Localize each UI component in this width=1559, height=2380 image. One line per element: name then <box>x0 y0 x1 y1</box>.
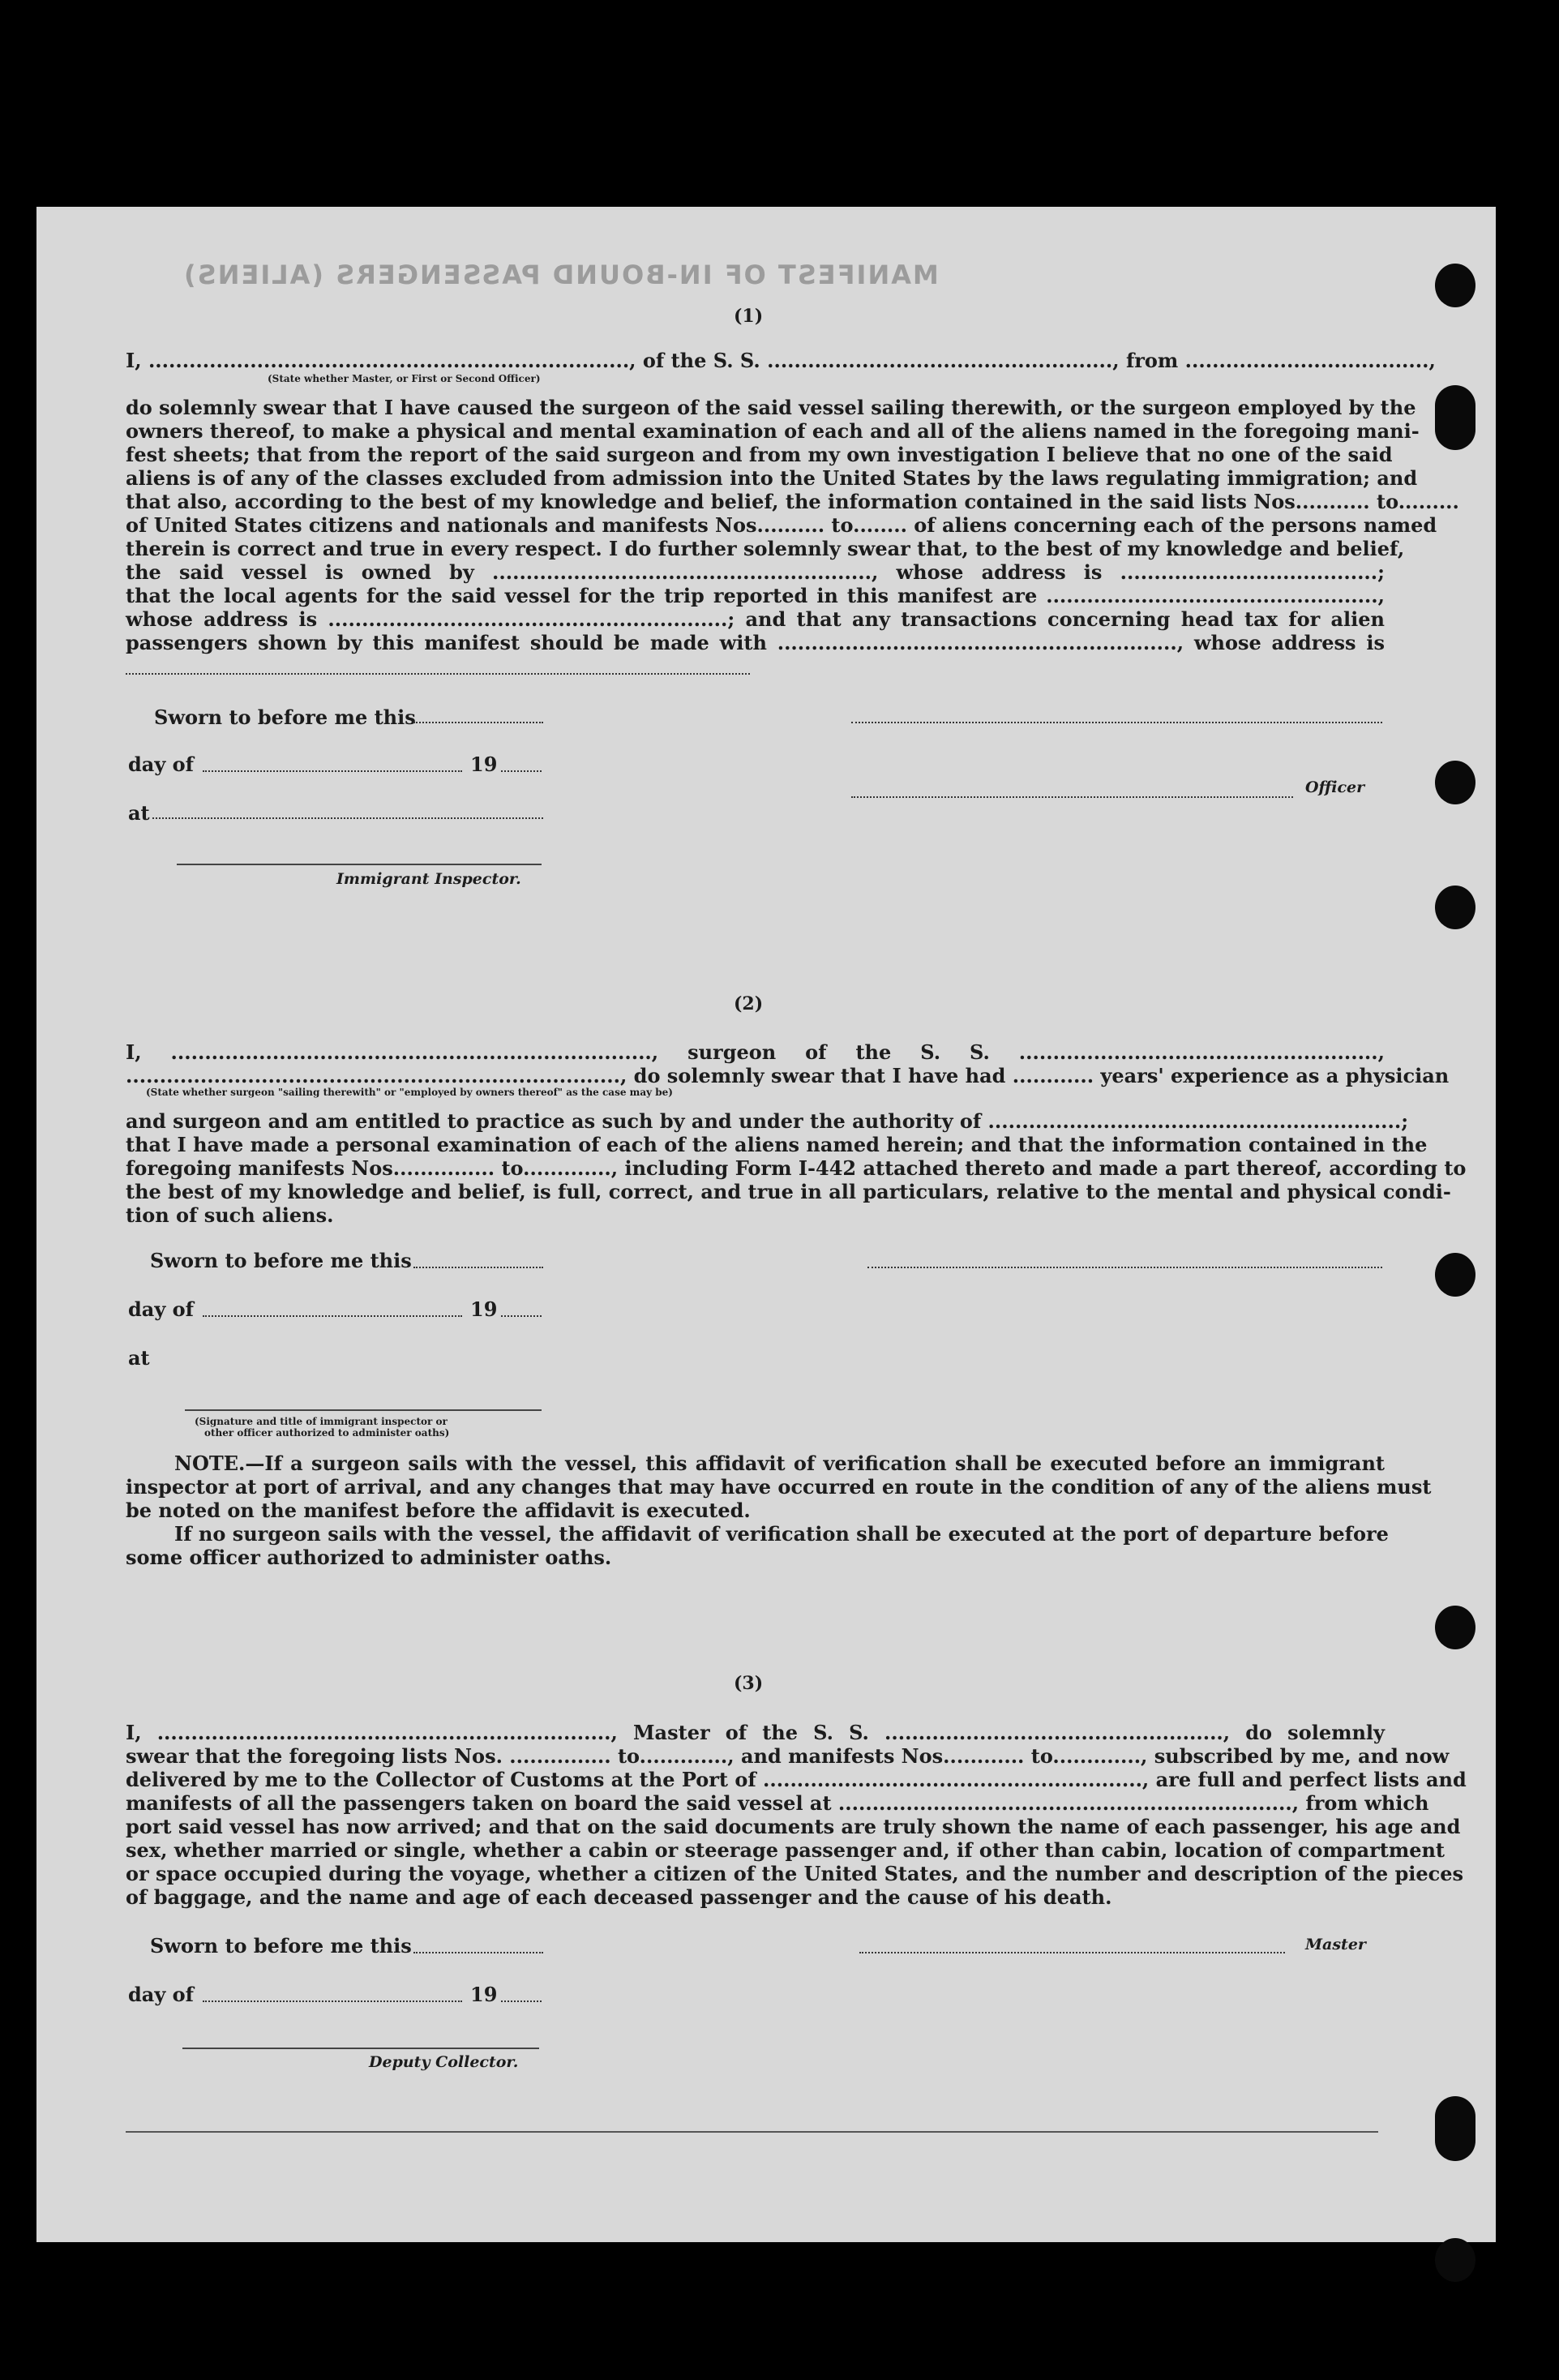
day-of-label: day of <box>128 1983 194 2006</box>
section-3-line: delivered by me to the Collector of Customs at the Port of ........................................................, are full and perfect lists and <box>126 1768 1467 1791</box>
punch-hole <box>1435 2096 1475 2161</box>
section-1-line: I, ......................................................................., of the S. S. ..................................................., from ...................................., <box>126 349 1436 372</box>
at-label: at <box>128 801 150 825</box>
section-1-line: do solemnly swear that I have caused the surgeon of the said vessel sailing therewith, or the surgeon employed by the <box>126 396 1416 419</box>
address-line <box>126 673 750 675</box>
sworn-label: Sworn to before me this <box>150 1934 412 1958</box>
section-2-line: ........................................................................., do solemnly swear that I have had ............ years' experience as a physician <box>126 1064 1450 1087</box>
section-1-line: that also, according to the best of my knowledge and belief, the information contained in the said lists Nos........... to......... <box>126 490 1459 513</box>
punch-hole <box>1435 264 1475 307</box>
signature-note: (Signature and title of immigrant inspector or <box>195 1416 448 1427</box>
section-2-line: that I have made a personal examination of each of the aliens named herein; and that the information contained in the <box>126 1133 1428 1156</box>
section-2-line: I, ......................................................................., surgeon of the S. S. ....................................................., <box>126 1040 1385 1064</box>
section-1-line: aliens is of any of the classes excluded from admission into the United States by the laws regulating immigration; and <box>126 466 1418 490</box>
note-line: If no surgeon sails with the vessel, the affidavit of verification shall be executed at the port of departure before <box>174 1522 1389 1546</box>
section-3-line: sex, whether married or single, whether a cabin or steerage passenger and, if other than cabin, location of compartment <box>126 1838 1446 1862</box>
sworn-label: Sworn to before me this <box>150 1249 412 1272</box>
officer-line <box>851 796 1293 798</box>
date-line <box>413 1267 543 1268</box>
note-line: NOTE.—If a surgeon sails with the vessel, this affidavit of verification shall be executed before an immigrant <box>174 1452 1385 1475</box>
month-line <box>203 2000 462 2002</box>
section-3-line: I, ..................................................................., Master of the S. S. .................................................., do solemnly <box>126 1721 1385 1744</box>
section-3-line: or space occupied during the voyage, whether a citizen of the United States, and the number and description of the pieces <box>126 1862 1464 1885</box>
date-line <box>413 1952 543 1953</box>
year-label: 19 <box>470 1297 498 1321</box>
section-1-line: passengers shown by this manifest should be made with ..........................................................., whose address is <box>126 631 1385 654</box>
officer-note: (State whether Master, or First or Second Officer) <box>268 373 541 384</box>
section-2-line: and surgeon and am entitled to practice as such by and under the authority of .............................................................; <box>126 1109 1409 1133</box>
signature-note: other officer authorized to administer oaths) <box>204 1427 450 1439</box>
month-line <box>203 770 462 772</box>
punch-hole <box>1435 886 1475 929</box>
note-line: inspector at port of arrival, and any changes that may have occurred en route in the condition of any of the aliens must <box>126 1475 1432 1499</box>
inspector-signature-line <box>177 864 542 865</box>
punch-hole <box>1435 2238 1475 2282</box>
year-line <box>501 2000 542 2002</box>
section-2-number: (2) <box>734 993 764 1014</box>
master-label: Master <box>1305 1936 1366 1953</box>
section-1-line: the said vessel is owned by ........................................................, whose address is ......................................; <box>126 560 1385 584</box>
punch-hole <box>1435 1606 1475 1649</box>
section-3-line: manifests of all the passengers taken on board the said vessel at ..................................................................., from which <box>126 1791 1429 1815</box>
section-2-line: foregoing manifests Nos............... to............., including Form I-442 attached thereto and made a part thereof, according to <box>126 1156 1467 1180</box>
collector-label: Deputy Collector. <box>369 2053 519 2071</box>
section-1-line: of United States citizens and nationals and manifests Nos.......... to........ of aliens concerning each of the persons named <box>126 513 1437 537</box>
place-line <box>152 817 543 819</box>
punch-hole <box>1435 761 1475 804</box>
punch-hole <box>1435 1253 1475 1297</box>
collector-signature-line <box>182 2048 539 2049</box>
section-2-line: tion of such aliens. <box>126 1203 334 1227</box>
section-1-line: therein is correct and true in every respect. I do further solemnly swear that, to the best of my knowledge and belief, <box>126 537 1405 560</box>
note-line: some officer authorized to administer oaths. <box>126 1546 612 1569</box>
inspector-label: Immigrant Inspector. <box>336 870 521 888</box>
section-2-line: the best of my knowledge and belief, is full, correct, and true in all particulars, relative to the mental and physical condi- <box>126 1180 1451 1203</box>
officer-signature-line <box>851 722 1382 723</box>
section-1-number: (1) <box>734 306 764 327</box>
section-3-line: port said vessel has now arrived; and that on the said documents are truly shown the name of each passenger, his age and <box>126 1815 1461 1838</box>
date-line <box>413 722 543 723</box>
bottom-rule <box>126 2131 1378 2133</box>
month-line <box>203 1315 462 1317</box>
year-line <box>501 1315 542 1317</box>
section-1-line: whose address is ...........................................................; and that any transactions concerning head tax for alien <box>126 607 1385 631</box>
section-1-line: fest sheets; that from the report of the said surgeon and from my own investigation I believe that no one of the said <box>126 443 1393 466</box>
master-signature-line <box>859 1952 1285 1953</box>
sworn-label: Sworn to before me this <box>154 705 416 729</box>
surgeon-note: (State whether surgeon "sailing therewith" or "employed by owners thereof" as the case may be) <box>146 1087 673 1098</box>
officer-label: Officer <box>1305 778 1365 796</box>
note-line: be noted on the manifest before the affidavit is executed. <box>126 1499 751 1522</box>
bleed-through-heading: MANIFEST OF IN-BOUND PASSENGERS (ALIENS) <box>182 259 939 290</box>
surgeon-signature-line <box>867 1267 1382 1268</box>
year-label: 19 <box>470 753 498 776</box>
year-label: 19 <box>470 1983 498 2006</box>
section-3-line: swear that the foregoing lists Nos. ............... to............., and manifests Nos............ to............., subscribed by me, and now <box>126 1744 1450 1768</box>
section-1-line: that the local agents for the said vessel for the trip reported in this manifest are ................................................., <box>126 584 1385 607</box>
year-line <box>501 770 542 772</box>
day-of-label: day of <box>128 753 194 776</box>
section-3-line: of baggage, and the name and age of each deceased passenger and the cause of his death. <box>126 1885 1112 1909</box>
inspector-signature-line <box>185 1409 542 1411</box>
section-1-line: owners thereof, to make a physical and mental examination of each and all of the aliens named in the foregoing mani- <box>126 419 1420 443</box>
punch-hole <box>1435 385 1475 450</box>
section-3-number: (3) <box>734 1673 764 1694</box>
day-of-label: day of <box>128 1297 194 1321</box>
at-label: at <box>128 1346 150 1370</box>
